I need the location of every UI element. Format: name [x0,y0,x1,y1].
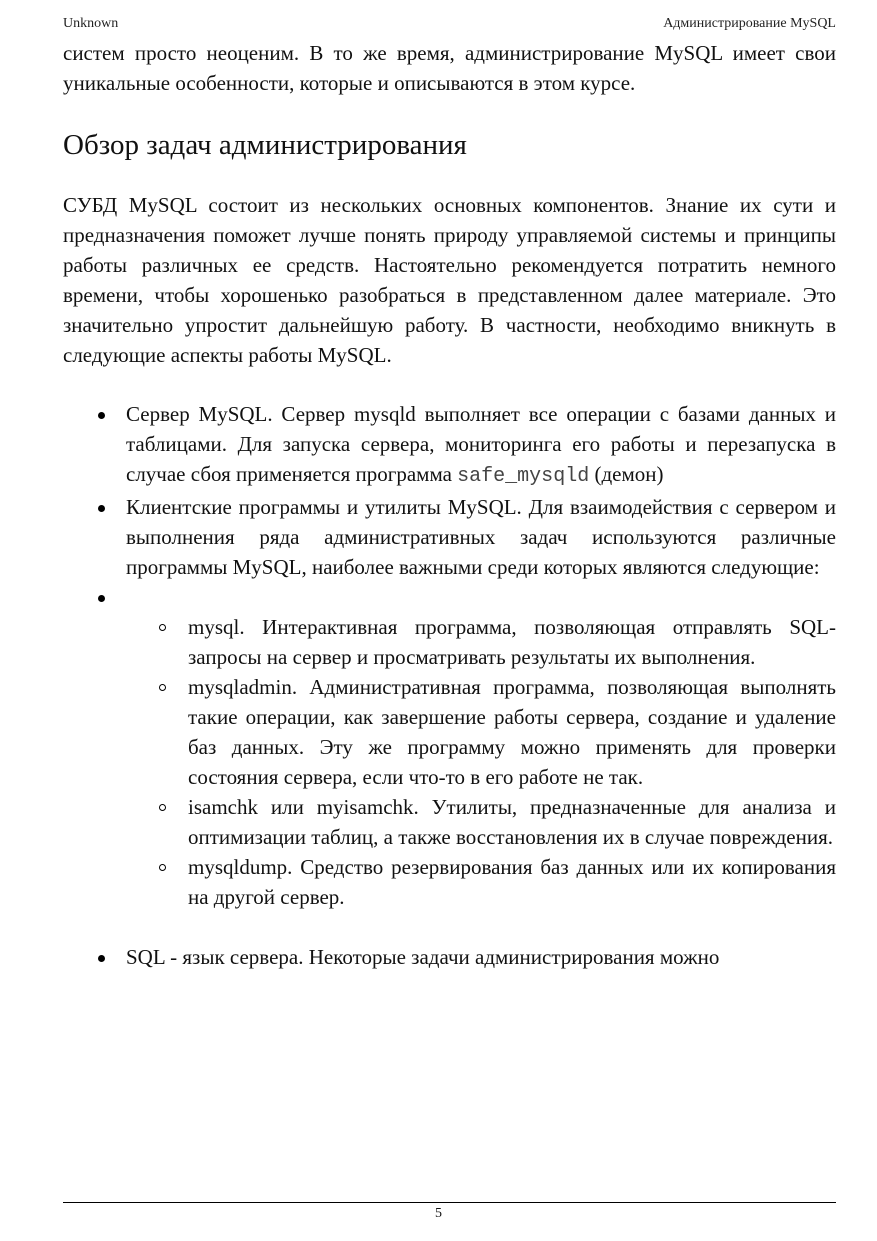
list-item-sql [63,942,836,972]
section-title: Обзор задач администрирования [63,129,467,161]
sub-item-mysqldump: mysqldump. Средство резервирования баз данных или их копирования на другой сервер. [63,852,836,912]
server-text: Сервер MySQL. Сервер mysqld выполняет все операции с базами данных и таблицами. Для запуска сервера, мониторинга его работы и перезапуска в случае сбоя применяется программа [126,402,836,486]
page-header [63,16,836,32]
page-number: 5 [435,1206,442,1221]
list-item-server [63,399,836,492]
sub-item-isamchk: isamchk или myisamchk. Утилиты, предназначенные для анализа и оптимизации таблиц, а также восстановления их в случае повреждения. [63,792,836,852]
aspects-list [63,399,836,972]
programs-list [63,612,836,912]
header-left: Unknown [63,16,119,31]
sql-text: SQL - язык сервера. Некоторые задачи администрирования можно [126,945,720,969]
header-right: Администрирование MySQL [663,16,836,31]
sub-item-mysqladmin: mysqladmin. Административная программа, позволяющая выполнять такие операции, как завершение работы сервера, создание и удаление баз данных. Эту же программу можно применять для проверки состояния сервера, если что-то в его работе не так. [63,672,836,792]
safe-mysqld-code: safe_mysqld [457,465,590,488]
intro-paragraph: систем просто неоценим. В то же время, администрирование MySQL имеет свои уникальные особенности, которые и описываются в этом курсе. [63,41,836,95]
list-item-empty [63,582,836,912]
page-content [63,38,836,972]
footer-divider [63,1202,836,1203]
sub-item-mysql: mysql. Интерактивная программа, позволяющая отправлять SQL-запросы на сервер и просматривать результаты их выполнения. [63,612,836,672]
server-suffix: (демон) [594,462,664,486]
list-item-clients [63,492,836,582]
clients-text: Клиентские программы и утилиты MySQL. Для взаимодействия с сервером и выполнения ряда административных задач используются различные программы MySQL, наиболее важными среди которых являются следующие: [126,495,836,579]
section-paragraph: СУБД MySQL состоит из нескольких основных компонентов. Знание их сути и предназначения поможет лучше понять природу управляемой системы и принципы работы различных ее средств. Настоятельно рекомендуется потратить немного времени, чтобы хорошенько разобраться в представленном далее материале. Это значительно упростит дальнейшую работу. В частности, необходимо вникнуть в следующие аспекты работы MySQL. [63,193,836,367]
